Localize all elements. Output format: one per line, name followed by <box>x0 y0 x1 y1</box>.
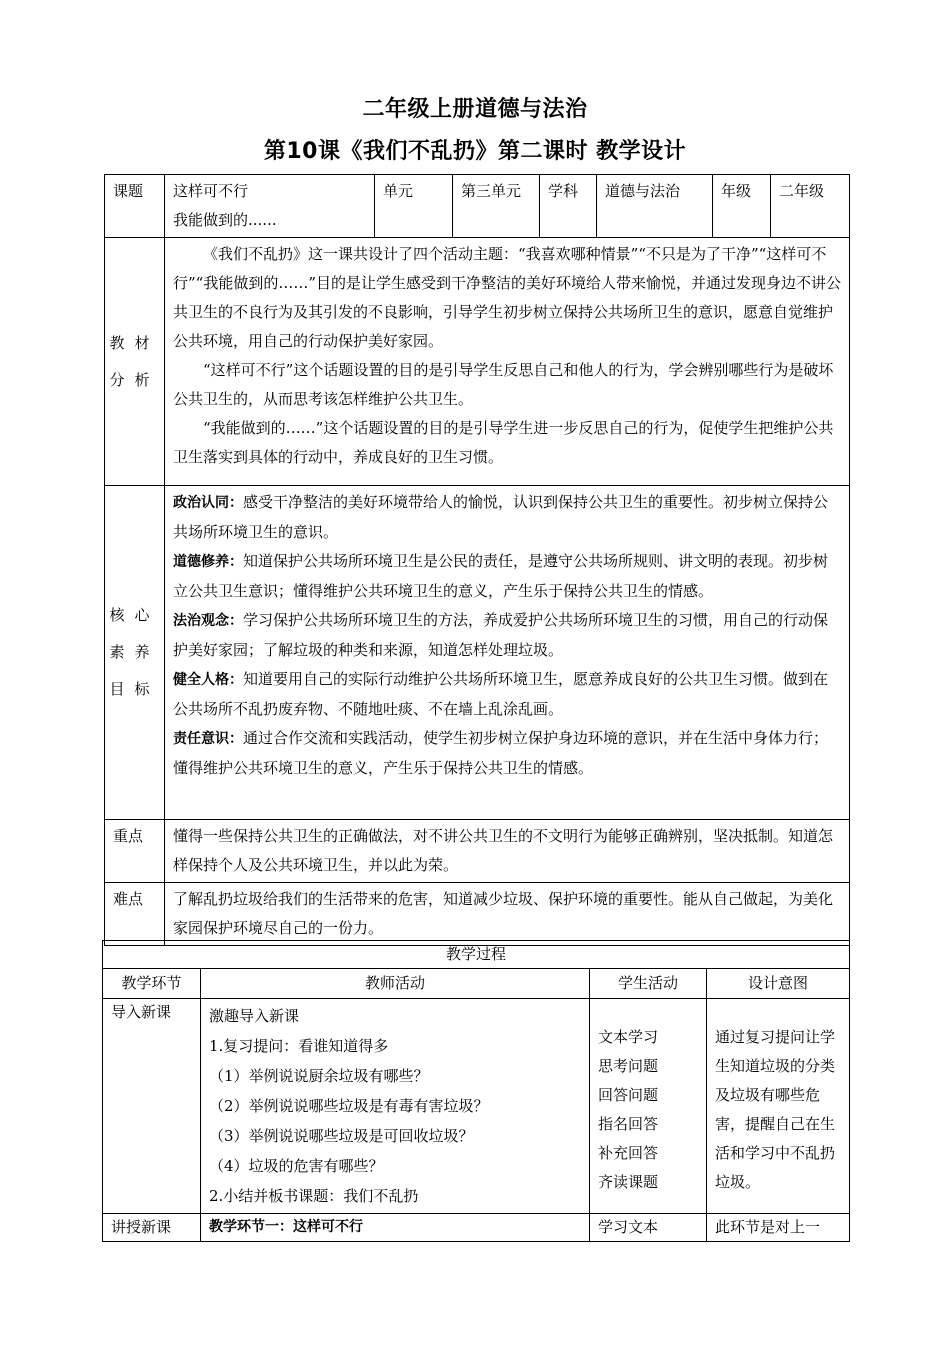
analysis-content <box>165 238 850 486</box>
teacher-line: （4）垃圾的危害有哪些？ <box>209 1157 384 1175</box>
teacher-activity-cell <box>201 999 590 1214</box>
student-line: 回答问题 <box>598 1086 659 1104</box>
analysis-row <box>105 238 850 486</box>
difficulty-label: 难点 <box>105 883 165 946</box>
difficulty-text: 了解乱扔垃圾给我们的生活带来的危害，知道减少垃圾、保护环境的重要性。能从自己做起，为美化家园保护环境尽自己的一份力。 <box>165 883 850 946</box>
teacher-line: （1）举例说说厨余垃圾有哪些？ <box>209 1067 429 1085</box>
topic-value-line2: 我能做到的...... <box>173 211 277 229</box>
teacher-line: （3）举例说说哪些垃圾是可回收垃圾？ <box>209 1127 474 1145</box>
student-activity-cell <box>590 999 707 1214</box>
key-point-label: 重点 <box>105 820 165 883</box>
student-line: 指名回答 <box>598 1115 659 1133</box>
teacher-line: 激趣导入新课 <box>209 1007 300 1025</box>
analysis-paragraph: 《我们不乱扔》这一课共设计了四个活动主题：“我喜欢哪种情景”“不只是为了干净”“这样可不行”“我能做到的……”目的是让学生感受到干净整洁的美好环境给人带来愉悦，并通过发现身边不讲公共卫生的不良行为及其引发的不良影响，引导学生初步树立保持公共场所卫生的意识，愿意自觉维护公共环境，用自己的行动保护美好家园。 <box>173 245 842 350</box>
info-row <box>105 175 850 238</box>
goal-text: 学习保护公共场所环境卫生的方法，养成爱护公共场所环境卫生的习惯，用自己的行动保护美好家园；了解垃圾的种类和来源，知道怎样处理垃圾。 <box>173 611 829 659</box>
goal-heading: 责任意识： <box>173 731 243 747</box>
stage-cell: 导入新课 <box>103 999 201 1214</box>
teaching-process-table <box>102 940 850 1242</box>
header-stage: 教学环节 <box>103 969 201 999</box>
goal-heading: 健全人格： <box>173 672 243 688</box>
process-title: 教学过程 <box>103 941 850 969</box>
analysis-paragraph: “这样可不行”这个话题设置的目的是引导学生反思自己和他人的行为，学会辨别哪些行为是破坏公共卫生的，从而思考该怎样维护公共卫生。 <box>173 361 834 408</box>
stage-cell: 讲授新课 <box>103 1214 201 1242</box>
subject-label: 学科 <box>540 175 597 238</box>
goal-item <box>173 606 841 665</box>
intent-cell: 通过复习提问让学生知道垃圾的分类及垃圾有哪些危害，提醒自己在生活和学习中不乱扔垃圾。 <box>707 999 850 1214</box>
teacher-line: （2）举例说说哪些垃圾是有毒有害垃圾？ <box>209 1097 489 1115</box>
teacher-activity-cell: 教学环节一：这样可不行 <box>201 1214 590 1242</box>
teacher-line: 2.小结并板书课题：我们不乱扔 <box>209 1187 419 1205</box>
unit-label: 单元 <box>375 175 453 238</box>
topic-label: 课题 <box>105 175 165 238</box>
document-subtitle: 第10课《我们不乱扔》第二课时 教学设计 <box>263 139 687 164</box>
core-goals-row <box>105 486 850 820</box>
student-activity-cell: 学习文本 <box>590 1214 707 1242</box>
grade-label: 年级 <box>713 175 771 238</box>
process-row-intro <box>103 999 850 1214</box>
student-line: 齐读课题 <box>598 1173 659 1191</box>
topic-value-line1: 这样可不行 <box>173 182 249 200</box>
goal-item <box>173 488 841 547</box>
process-title-row <box>103 941 850 969</box>
goal-text: 感受干净整洁的美好环境带给人的愉悦，认识到保持公共卫生的重要性。初步树立保持公共场所环境卫生的意识。 <box>173 493 829 541</box>
goal-text: 通过合作交流和实践活动，使学生初步树立保护身边环境的意识，并在生活中身体力行；懂得维护公共环境卫生的意义，产生乐于保持公共卫生的情感。 <box>173 729 829 777</box>
goal-text: 知道保护公共场所环境卫生是公民的责任，是遵守公共场所规则、讲文明的表现。初步树立公共卫生意识；懂得维护公共环境卫生的意义，产生乐于保持公共卫生的情感。 <box>173 552 829 600</box>
core-goals-label: 核心 素养 目标 <box>105 486 165 820</box>
topic-value <box>165 175 375 238</box>
key-point-text: 懂得一些保持公共卫生的正确做法，对不讲公共卫生的不文明行为能够正确辨别，坚决抵制。知道怎样保持个人及公共环境卫生，并以此为荣。 <box>165 820 850 883</box>
student-line: 思考问题 <box>598 1057 659 1075</box>
process-row-new-lesson <box>103 1214 850 1242</box>
goal-item <box>173 547 841 606</box>
subject-value: 道德与法治 <box>597 175 713 238</box>
header-teacher: 教师活动 <box>201 969 590 999</box>
unit-value: 第三单元 <box>453 175 540 238</box>
goal-heading: 政治认同： <box>173 495 243 511</box>
analysis-paragraph: “我能做到的……”这个话题设置的目的是引导学生进一步反思自己的行为，促使学生把维护公共卫生落实到具体的行动中，养成良好的卫生习惯。 <box>173 419 834 466</box>
difficulty-row <box>105 883 850 946</box>
grade-value: 二年级 <box>771 175 850 238</box>
goal-item <box>173 724 841 783</box>
goal-heading: 道德修养： <box>173 554 243 570</box>
goal-item <box>173 665 841 724</box>
core-goals-content <box>165 486 850 820</box>
student-line: 补充回答 <box>598 1144 659 1162</box>
student-line: 文本学习 <box>598 1028 659 1046</box>
header-intent: 设计意图 <box>707 969 850 999</box>
key-point-row <box>105 820 850 883</box>
analysis-label: 教材 分析 <box>105 238 165 486</box>
goal-heading: 法治观念： <box>173 613 243 629</box>
intent-cell: 此环节是对上一 <box>707 1214 850 1242</box>
header-student: 学生活动 <box>590 969 707 999</box>
process-header-row <box>103 969 850 999</box>
document-title: 二年级上册道德与法治 <box>362 97 588 122</box>
goal-text: 知道要用自己的实际行动维护公共场所环境卫生，愿意养成良好的公共卫生习惯。做到在公共场所不乱扔废弃物、不随地吐痰、不在墙上乱涂乱画。 <box>173 670 829 718</box>
lesson-info-table <box>104 174 850 946</box>
teacher-line: 1.复习提问：看谁知道得多 <box>209 1037 389 1055</box>
